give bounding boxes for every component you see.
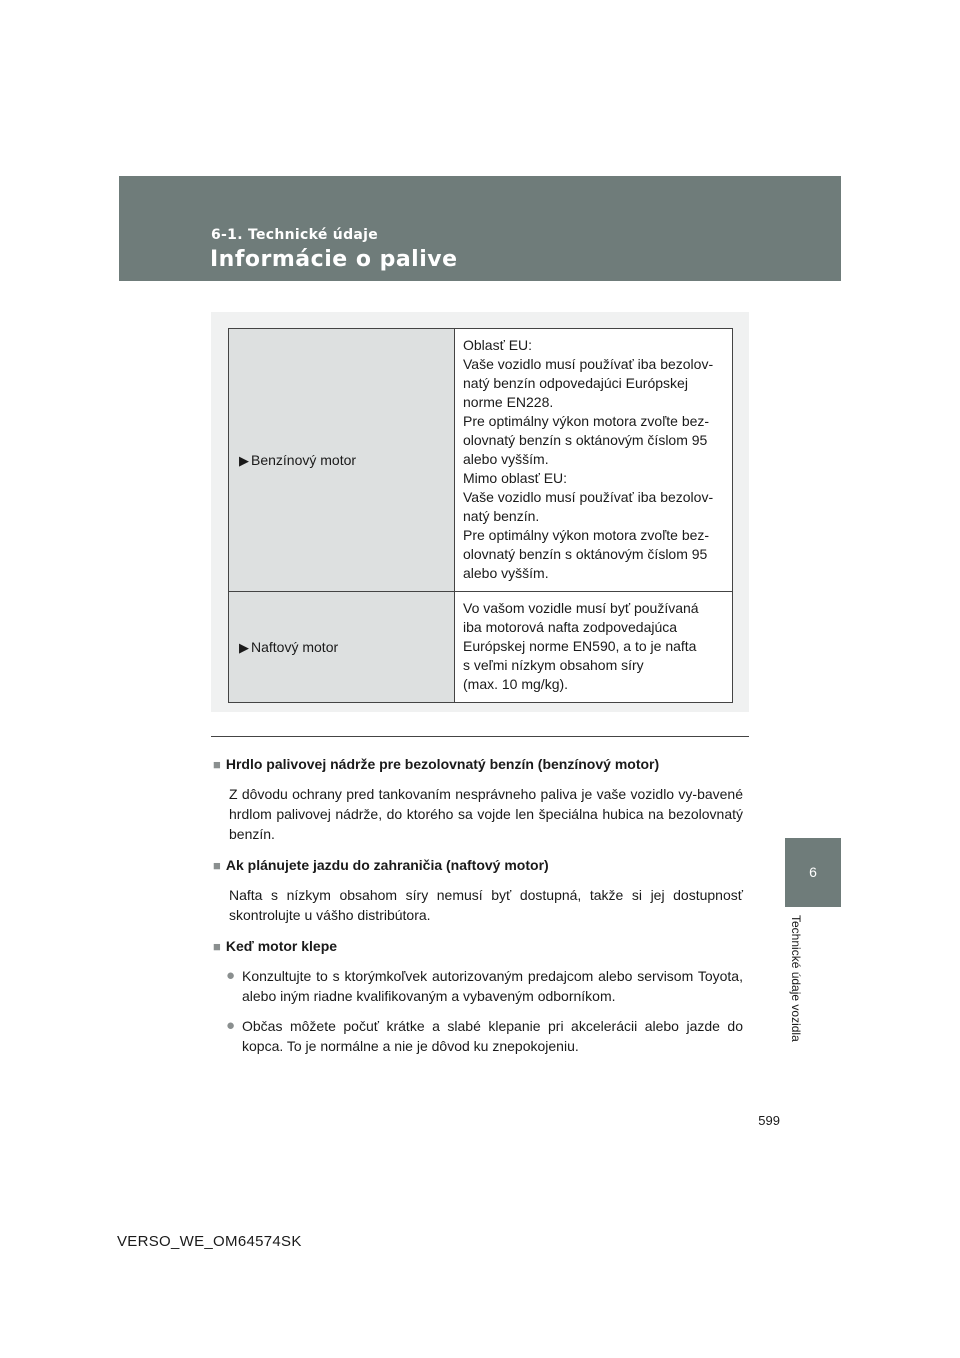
spec-line: (max. 10 mg/kg).: [463, 676, 569, 692]
page-number: 599: [758, 1113, 780, 1128]
table-row: [229, 592, 733, 703]
section-divider: [211, 736, 749, 737]
spec-line: natý benzín odpovedajúci Európskej: [463, 375, 688, 391]
spec-line: iba motorová nafta zodpovedajúca: [463, 619, 678, 635]
triangle-right-icon: ▶: [239, 452, 249, 468]
note-text: Nafta s nízkym obsahom síry nemusí byť dostupná, takže si jej dostupnosť skontrolujte u vášho distribútora.: [229, 887, 743, 923]
header-band: [119, 176, 841, 281]
engine-label: Naftový motor: [251, 638, 339, 655]
note-heading: [213, 855, 743, 876]
circle-bullet-icon: ●: [226, 967, 236, 984]
spec-line: Vo vašom vozidle musí byť používaná: [463, 600, 699, 616]
note-heading-text: Ak plánujete jazdu do zahraničia (naftový motor): [225, 857, 549, 873]
document-code: VERSO_WE_OM64574SK: [117, 1233, 302, 1250]
spec-line: olovnatý benzín s oktánovým číslom 95: [463, 546, 708, 562]
square-bullet-icon: ■: [213, 939, 221, 954]
section-label: 6-1. Technické údaje: [211, 227, 379, 243]
spec-line: Vaše vozidlo musí používať iba bezolov-: [463, 489, 714, 505]
spec-line: Pre optimálny výkon motora zvoľte bez-: [463, 413, 710, 429]
spec-line: Európskej norme EN590, a to je nafta: [463, 638, 697, 654]
spec-line: norme EN228.: [463, 394, 554, 410]
square-bullet-icon: ■: [213, 858, 221, 873]
spec-line: s veľmi nízkym obsahom síry: [463, 657, 644, 673]
engine-label: Benzínový motor: [251, 451, 357, 468]
spec-line: Mimo oblasť EU:: [463, 470, 568, 486]
spec-line: alebo vyšším.: [463, 565, 549, 581]
spec-line: alebo vyšším.: [463, 451, 549, 467]
list-item-text: Konzultujte to s ktorýmkoľvek autorizovaným predajcom alebo servisom Toyota, alebo iným riadne kvalifikovaným a vybaveným odborníkom.: [242, 968, 743, 1004]
spec-line: natý benzín.: [463, 508, 540, 524]
note-heading-text: Hrdlo palivovej nádrže pre bezolovnatý benzín (benzínový motor): [225, 756, 660, 772]
spec-line: Pre optimálny výkon motora zvoľte bez-: [463, 527, 710, 543]
circle-bullet-icon: ●: [226, 1017, 236, 1034]
fuel-spec-cell: [455, 592, 733, 703]
list-item: [213, 1016, 743, 1056]
chapter-number: 6: [809, 864, 817, 880]
chapter-caption: Technické údaje vozidla: [789, 915, 803, 1042]
note-heading: [213, 754, 743, 775]
page-title: Informácie o palive: [210, 247, 458, 272]
engine-label-cell: [229, 592, 455, 703]
spec-line: Oblasť EU:: [463, 337, 533, 353]
fuel-spec-cell: [455, 329, 733, 592]
list-item: [213, 966, 743, 1006]
table-row: [229, 329, 733, 592]
spec-line: Vaše vozidlo musí používať iba bezolov-: [463, 356, 714, 372]
spec-line: olovnatý benzín s oktánovým číslom 95: [463, 432, 708, 448]
note-text: Z dôvodu ochrany pred tankovaním nesprávneho paliva je vaše vozidlo vy-bavené hrdlom palivovej nádrže, do ktorého sa vojde len špeciálna hubica na bezolovnatý benzín.: [229, 786, 743, 842]
fuel-table: [228, 328, 733, 703]
note-heading: [213, 936, 743, 957]
notes-section: [213, 754, 743, 1066]
triangle-right-icon: ▶: [239, 639, 249, 655]
chapter-tab[interactable]: [785, 838, 841, 907]
note-heading-text: Keď motor klepe: [225, 938, 338, 954]
list-item-text: Občas môžete počuť krátke a slabé klepanie pri akcelerácii alebo jazde do kopca. To je normálne a nie je dôvod ku znepokojeniu.: [242, 1018, 743, 1054]
square-bullet-icon: ■: [213, 757, 221, 772]
engine-label-cell: [229, 329, 455, 592]
